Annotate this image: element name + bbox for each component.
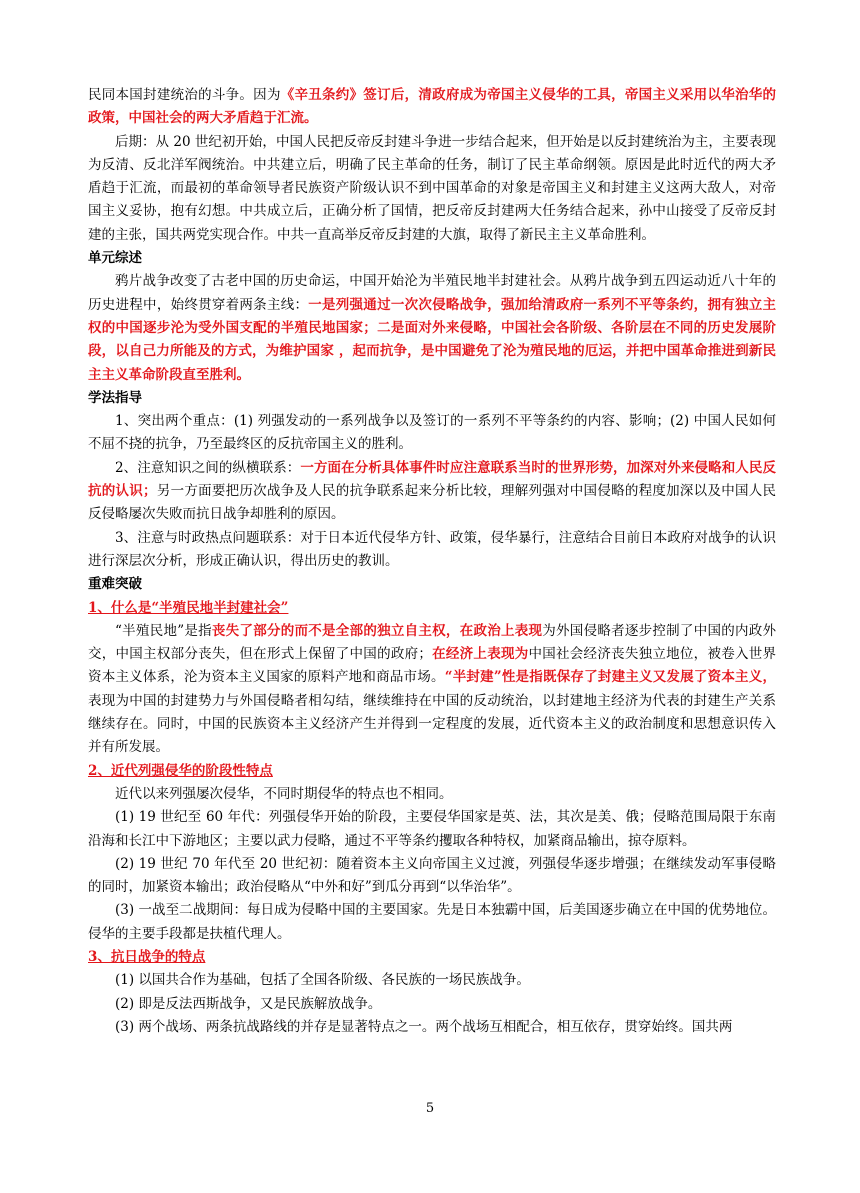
highlight-span: 在经济上表现为: [431, 646, 529, 663]
war-feature-2: (2) 即是反法西斯战争，又是民族解放战争。: [115, 995, 382, 1012]
invasion-stage-1: (1) 19 世纪至 60 年代：列强侵华开始的阶段，主要侵华国家是英、法，其次是美、俄；侵略范围局限于东南沿海和长江中下游地区；主要以武力侵略，通过不平等条约攫取各种特权，加紧商品输出，掠夺原料。: [88, 809, 776, 849]
text-span: “半殖民地”是指: [115, 622, 212, 639]
highlight-span: 《辛丑条约》签订后，清政府成为帝国主义侵华的工具，帝国主义采用以华治华的政策，中国社会的两大矛盾趋于汇流。: [88, 87, 777, 127]
text-span: 2、注意知识之间的纵横联系：: [115, 459, 301, 476]
document-body: [88, 84, 776, 1039]
text-span: 另一方面要把历次战争及人民的抗争联系起来分析比较，理解列强对中国侵略的程度加深以及中国人民反侵略屡次失败而抗日战争却胜利的原因。: [88, 483, 776, 523]
heading-study-method: 学法指导: [88, 389, 142, 406]
subheading-invasion-stages: 2、近代列强侵华的阶段性特点: [88, 762, 273, 779]
highlight-span: 一是列强通过一次次侵略战争，强加给清政府一系列不平等条约，拥有独立主权的中国逐步沦为受外国支配的半殖民地国家；二是面对外来侵略，中国社会各阶级、各阶层在不同的历史发展阶段，以自己力所能及的方式，为维护国家 ，起而抗争，是中国避免了沦为殖民地的厄运，并把中国革命推进到新民主主义革命阶段直至胜利。: [88, 296, 777, 383]
text-span: 为外国侵略者逐步控制了中国的内政外交，中国主权部分丧失，但在形式上保留了中国的政府；: [88, 622, 777, 663]
heading-key-points: 重难突破: [88, 576, 142, 593]
text-span: 表现为中国的封建势力与外国侵略者相勾结，继续维持在中国的反动统治，以封建地主经济为代表的封建生产关系继续存在。同时，中国的民族资本主义经济产生并得到一定程度的发展，近代资本主义的政治制度和思想意识传入并有所发展。: [88, 692, 776, 756]
highlight-span: 一方面在分析具体事件时应注意联系当时的世界形势，加深对外来侵略和人民反抗的认识；: [88, 459, 776, 500]
method-item-1: 1、突出两个重点：(1) 列强发动的一系列战争以及签订的一系列不平等条约的内容、影响；(2) 中国人民如何不屈不挠的抗争，乃至最终区的反抗帝国主义的胜利。: [88, 413, 776, 453]
paragraph-unit-summary: [88, 270, 776, 386]
highlight-span: 丧失了部分的而不是全部的独立自主权，: [211, 622, 460, 639]
paragraph-later-period: 后期：从 20 世纪初开始，中国人民把反帝反封建斗争进一步结合起来，但开始是以反封建统治为主，主要表现为反清、反北洋军阀统治。中共建立后，明确了民主革命的任务，制订了民主革命纲领。原因是此时近代的两大矛盾趋于汇流，而最初的革命领导者民族资产阶级认识不到中国革命的对象是帝国主义和封建主义这两大敌人，对帝国主义妥协，抱有幻想。中共成立后，正确分析了国情，把反帝反封建两大任务结合起来，孙中山接受了反帝反封建的主张，国共两党实现合作。中共一直高举反帝反封建的大旗，取得了新民主主义革命胜利。: [88, 133, 776, 243]
subheading-semi-colonial: 1、什么是“半殖民地半封建社会”: [88, 599, 289, 616]
invasion-stage-3: (3) 一战至二战期间：每日成为侵略中国的主要国家。先是日本独霸中国，后美国逐步确立在中国的优势地位。侵华的主要手段都是扶植代理人。: [88, 902, 776, 942]
war-feature-1: (1) 以国共合作为基础，包括了全国各阶级、各民族的一场民族战争。: [115, 972, 530, 989]
paragraph-continuation: [88, 84, 776, 131]
highlight-span: “半封建”性是指既保存了封建主义又发展了资本主义，: [444, 669, 776, 686]
method-item-3: 3、注意与时政热点问题联系：对于日本近代侵华方针、政策，侵华暴行，注意结合目前日本政府对战争的认识进行深层次分析，形成正确认识，得出历史的教训。: [88, 529, 776, 569]
invasion-stage-2: (2) 19 世纪 70 年代至 20 世纪初：随着资本主义向帝国主义过渡，列强侵华逐步增强；在继续发动军事侵略的同时，加紧资本输出；政治侵略从“中外和好”到瓜分再到“以华治华”。: [88, 855, 776, 896]
text-span: 鸦片战争改变了古老中国的历史命运，中国开始沦为半殖民地半封建社会。从鸦片战争到五四运动近八十年的历史进程中，始终贯穿着两条主线：: [88, 273, 776, 313]
method-item-2: [88, 457, 776, 527]
text-span: 民同本国封建统治的斗争。因为: [88, 87, 281, 103]
paragraph-semi-colonial: [88, 620, 776, 760]
war-feature-3: (3) 两个战场、两条抗战路线的并存是显著特点之一。两个战场互相配合，相互依存，贯穿始终。国共两: [115, 1018, 733, 1035]
highlight-span: 在政治上表现: [459, 622, 543, 639]
subheading-anti-japanese-war: 3、抗日战争的特点: [88, 948, 206, 965]
text-span: 中国社会经济丧失独立地位，被卷入世界资本主义体系，沦为资本主义国家的原料产地和商品市场。: [88, 646, 777, 686]
heading-unit-summary: 单元综述: [88, 250, 142, 267]
paragraph-invasion-intro: 近代以来列强屡次侵华，不同时期侵华的特点也不相同。: [115, 785, 453, 802]
page-number: 5: [425, 1101, 435, 1116]
